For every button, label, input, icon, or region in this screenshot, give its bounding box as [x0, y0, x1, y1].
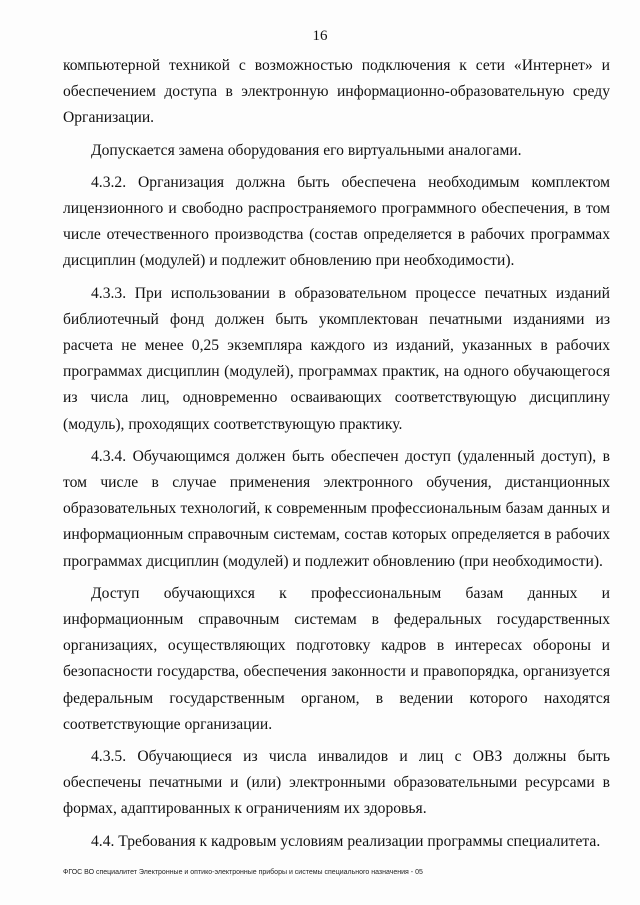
page-footer: ФГОС ВО специалитет Электронные и оптико-электронные приборы и системы специального назначения - 05 — [63, 869, 423, 876]
document-body — [63, 53, 610, 855]
paragraph-4-3-4: 4.3.4. Обучающимся должен быть обеспечен доступ (удаленный доступ), в том числе в случае применения электронного обучения, дистанционных образовательных технологий, к современным профессиональным базам данных и информационным справочным системам, состав которых определяется в рабочих программах дисциплин (модулей) и подлежит обновлению (при необходимости). — [63, 447, 610, 570]
paragraph-virtual-analogs: Допускается замена оборудования его виртуальными аналогами. — [91, 141, 522, 159]
paragraph-4-3-3: 4.3.3. При использовании в образовательном процессе печатных изданий библиотечный фонд должен быть укомплектован печатными изданиями из расчета не менее 0,25 экземпляра каждого из изданий, указанных в рабочих программах дисциплин (модулей), программах практик, на одного обучающегося из числа лиц, одновременно осваивающих соответствующую дисциплину (модуль), проходящих соответствующую практику. — [63, 284, 610, 433]
paragraph-4-3-5: 4.3.5. Обучающиеся из числа инвалидов и лиц с ОВЗ должны быть обеспечены печатными и (или) электронными образовательными ресурсами в формах, адаптированных к ограничениям их здоровья. — [63, 748, 610, 818]
page-number: 16 — [312, 28, 328, 44]
paragraph-continuation: компьютерной техникой с возможностью подключения к сети «Интернет» и обеспечением доступа в электронную информационно-образовательную среду Организации. — [63, 57, 610, 127]
paragraph-4-4: 4.4. Требования к кадровым условиям реализации программы специалитета. — [91, 832, 601, 850]
paragraph-4-3-2: 4.3.2. Организация должна быть обеспечена необходимым комплектом лицензионного и свободно распространяемого программного обеспечения, в том числе отечественного производства (состав определяется в рабочих программах дисциплин (модулей) и подлежит обновлению при необходимости). — [63, 173, 610, 270]
paragraph-database-access: Доступ обучающихся к профессиональным базам данных и информационным справочным системам в федеральных государственных организациях, осуществляющих подготовку кадров в интересах обороны и безопасности государства, обеспечения законности и правопорядка, организуется федеральным государственным органом, в ведении которого находятся соответствующие организации. — [63, 584, 610, 733]
